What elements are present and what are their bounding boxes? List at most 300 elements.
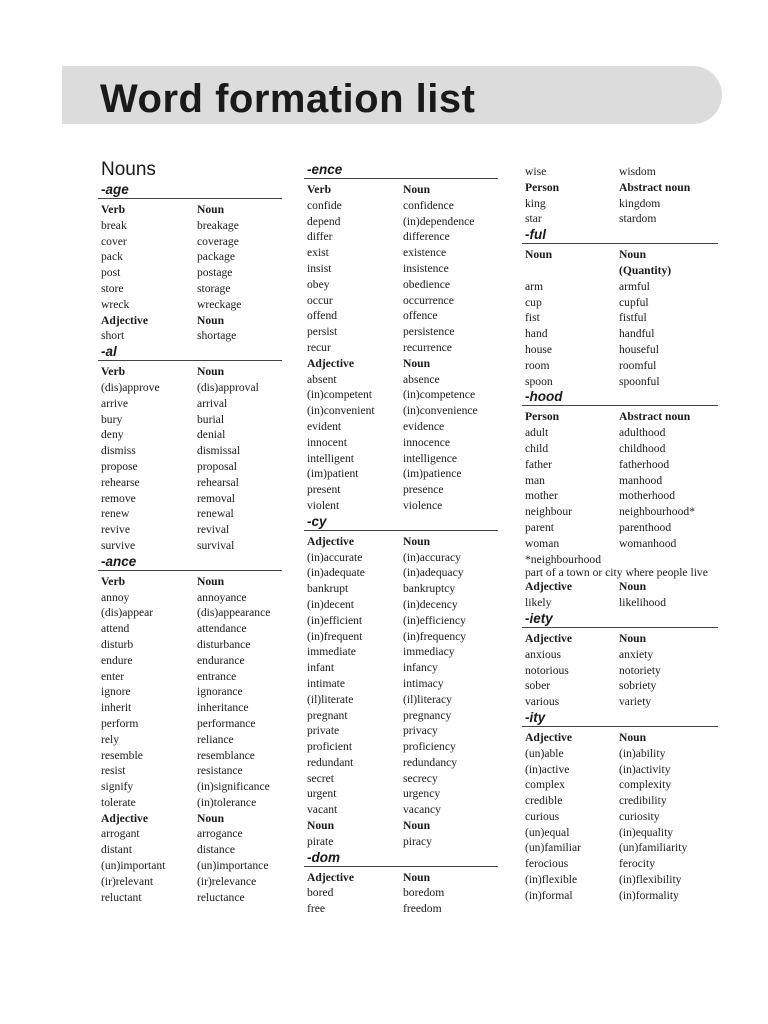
derived-noun: cupful: [619, 295, 649, 309]
derived-noun: presence: [403, 483, 444, 497]
base-word: (in)formal: [525, 888, 573, 902]
derived-noun: (in)ability: [619, 746, 666, 760]
word-table-row: [304, 708, 498, 724]
word-table-row: [98, 380, 282, 396]
word-table-row: [304, 644, 498, 660]
word-table-row: [304, 771, 498, 787]
base-word: various: [525, 695, 560, 709]
derived-noun: redundancy: [403, 755, 458, 769]
base-word: rehearse: [101, 475, 140, 489]
derived-noun: pregnancy: [403, 708, 452, 722]
word-table-row: [522, 196, 718, 212]
derived-noun: denial: [197, 428, 226, 442]
base-word: parent: [525, 520, 554, 534]
word-table-header-row: [522, 579, 718, 595]
base-word: part of a town or city where people live: [525, 566, 708, 580]
base-word: depend: [307, 214, 341, 228]
derived-noun: credibility: [619, 794, 667, 808]
derived-noun: (ir)relevance: [197, 874, 257, 888]
derived-noun: arrival: [197, 396, 228, 410]
word-table-row: [522, 536, 718, 552]
base-word: occur: [307, 293, 333, 307]
word-table-header-row: [304, 182, 498, 198]
derived-noun: Noun: [403, 819, 431, 833]
base-word: ferocious: [525, 857, 569, 871]
word-table-row: [98, 858, 282, 874]
word-table-header-row: [304, 356, 498, 372]
derived-noun: violence: [403, 498, 443, 512]
base-word: (un)familiar: [525, 841, 582, 855]
base-word: post: [101, 266, 121, 280]
base-word: vacant: [307, 803, 338, 817]
word-table-row: [98, 412, 282, 428]
word-table-row: [522, 762, 718, 778]
word-table-row: [98, 265, 282, 281]
base-word: Adjective: [307, 356, 354, 370]
word-table-row: [522, 374, 718, 390]
word-table-header-row: [98, 574, 282, 590]
derived-noun: difference: [403, 230, 450, 244]
word-table-row: [522, 872, 718, 888]
word-table-row: [304, 613, 498, 629]
word-table-row: [98, 328, 282, 344]
word-table-row: [304, 550, 498, 566]
derived-noun: (in)decency: [403, 597, 458, 611]
base-word: (in)flexible: [525, 873, 578, 887]
column-3: [522, 164, 718, 904]
base-word: Noun: [525, 248, 553, 262]
base-word: evident: [307, 419, 342, 433]
word-table-row: [522, 809, 718, 825]
base-word: offend: [307, 309, 338, 323]
derived-noun: package: [197, 250, 235, 264]
word-table-header-row: [98, 364, 282, 380]
base-word: spoon: [525, 374, 553, 388]
suffix-heading: -hood: [522, 389, 718, 406]
word-table-row: [304, 834, 498, 850]
base-word: Verb: [101, 365, 126, 379]
derived-noun: insistence: [403, 261, 449, 275]
derived-noun: recurrence: [403, 340, 452, 354]
word-table-row: [522, 504, 718, 520]
word-table-row: [98, 396, 282, 412]
word-table-row: [304, 885, 498, 901]
word-table-row: [522, 441, 718, 457]
derived-noun: immediacy: [403, 645, 455, 659]
derived-noun: (in)tolerance: [197, 795, 257, 809]
word-table-row: [98, 795, 282, 811]
derived-noun: Noun: [197, 574, 225, 588]
derived-noun: fatherhood: [619, 457, 670, 471]
base-word: Adjective: [101, 811, 148, 825]
word-table-header-row: [522, 263, 718, 279]
word-table-row: [522, 567, 718, 579]
base-word: immediate: [307, 645, 356, 659]
derived-noun: (Quantity): [619, 263, 672, 277]
derived-noun: revival: [197, 523, 230, 537]
word-table-row: [304, 466, 498, 482]
derived-noun: (in)equality: [619, 825, 674, 839]
derived-noun: sobriety: [619, 679, 657, 693]
derived-noun: anxiety: [619, 647, 654, 661]
base-word: father: [525, 457, 553, 471]
derived-noun: evidence: [403, 419, 445, 433]
derived-noun: obedience: [403, 277, 450, 291]
word-table-row: [522, 425, 718, 441]
base-word: child: [525, 441, 549, 455]
base-word: notorious: [525, 663, 569, 677]
suffix-section: [522, 389, 718, 611]
word-table-row: [304, 261, 498, 277]
derived-noun: armful: [619, 279, 650, 293]
word-table-row: [522, 358, 718, 374]
base-word: redundant: [307, 755, 354, 769]
base-word: urgent: [307, 787, 337, 801]
derived-noun: offence: [403, 309, 438, 323]
word-table-row: [522, 694, 718, 710]
derived-noun: burial: [197, 412, 225, 426]
base-word: (un)equal: [525, 825, 570, 839]
derived-noun: performance: [197, 716, 256, 730]
base-word: deny: [101, 428, 124, 442]
derived-noun: stardom: [619, 212, 657, 226]
word-table-row: [522, 595, 718, 611]
word-table-row: [98, 281, 282, 297]
base-word: Verb: [101, 574, 126, 588]
derived-noun: Noun: [403, 183, 431, 196]
base-word: tolerate: [101, 795, 136, 809]
derived-noun: endurance: [197, 653, 245, 667]
suffix-heading: -ence: [304, 162, 498, 179]
derived-noun: dismissal: [197, 444, 241, 458]
base-word: mother: [525, 489, 558, 503]
word-table-header-row: [522, 631, 718, 647]
base-word: pregnant: [307, 708, 348, 722]
word-table-row: [304, 597, 498, 613]
word-table-header-row: [304, 870, 498, 886]
base-word: secret: [307, 771, 335, 785]
word-table-row: [304, 723, 498, 739]
page-title: Word formation list: [100, 77, 476, 121]
base-word: fist: [525, 311, 540, 325]
suffix-section: [304, 162, 498, 514]
base-word: pirate: [307, 834, 334, 848]
derived-noun: Noun: [403, 356, 431, 370]
derived-noun: Abstract noun: [619, 180, 691, 194]
word-table-row: [522, 888, 718, 904]
suffix-section: [522, 611, 718, 710]
suffix-heading: -al: [98, 344, 282, 361]
word-table-row: [522, 473, 718, 489]
base-word: innocent: [307, 435, 347, 449]
derived-noun: womanhood: [619, 536, 677, 550]
word-table-row: [304, 739, 498, 755]
base-word: survive: [101, 538, 136, 552]
base-word: annoy: [101, 590, 130, 604]
word-table-row: [98, 459, 282, 475]
base-word: (ir)relevant: [101, 874, 154, 888]
derived-noun: vacancy: [403, 803, 441, 817]
word-table-row: [304, 403, 498, 419]
word-table-header-row: [522, 180, 718, 196]
derived-noun: existence: [403, 246, 447, 260]
derived-noun: (in)significance: [197, 780, 270, 794]
base-word: resemble: [101, 748, 143, 762]
word-table-row: [522, 552, 718, 568]
base-word: intelligent: [307, 451, 355, 465]
derived-noun: complexity: [619, 778, 672, 792]
derived-noun: spoonful: [619, 374, 660, 388]
word-table-row: [522, 164, 718, 180]
base-word: (in)convenient: [307, 404, 375, 418]
word-table-row: [522, 520, 718, 536]
word-table-row: [304, 214, 498, 230]
word-table-row: [98, 590, 282, 606]
word-table-row: [522, 279, 718, 295]
word-table-row: [522, 488, 718, 504]
word-table-row: [304, 340, 498, 356]
word-table-row: [522, 840, 718, 856]
base-word: infant: [307, 661, 335, 675]
derived-noun: (in)frequency: [403, 629, 467, 643]
derived-noun: (in)adequacy: [403, 566, 464, 580]
derived-noun: storage: [197, 281, 231, 295]
derived-noun: innocence: [403, 435, 450, 449]
derived-noun: persistence: [403, 325, 455, 339]
word-table-row: [522, 211, 718, 227]
base-word: curious: [525, 809, 560, 823]
derived-noun: ignorance: [197, 685, 243, 699]
base-word: (in)frequent: [307, 629, 363, 643]
derived-noun: ferocity: [619, 857, 656, 871]
base-word: revive: [101, 523, 130, 537]
derived-noun: bankruptcy: [403, 582, 456, 596]
base-word: Adjective: [525, 631, 572, 645]
base-word: Adjective: [307, 870, 354, 884]
base-word: anxious: [525, 647, 562, 661]
base-word: bored: [307, 886, 334, 900]
derived-noun: Noun: [403, 534, 431, 548]
base-word: (un)able: [525, 746, 564, 760]
base-word: sober: [525, 679, 551, 693]
suffix-section: [98, 554, 282, 906]
suffix-section: [522, 710, 718, 904]
derived-noun: neighbourhood*: [619, 505, 695, 519]
derived-noun: (dis)appearance: [197, 606, 271, 620]
word-table-row: [304, 498, 498, 514]
word-table-row: [304, 435, 498, 451]
derived-noun: Noun: [197, 365, 225, 379]
derived-noun: (un)familiarity: [619, 841, 688, 855]
derived-noun: Noun: [619, 730, 647, 744]
base-word: Person: [525, 410, 560, 424]
base-word: attend: [101, 622, 130, 636]
word-table-row: [98, 748, 282, 764]
base-word: recur: [307, 340, 331, 354]
base-word: *neighbourhood: [525, 552, 601, 566]
suffix-heading: -age: [98, 182, 282, 199]
derived-noun: intimacy: [403, 676, 444, 690]
base-word: (in)competent: [307, 388, 373, 402]
derived-noun: (in)dependence: [403, 214, 475, 228]
base-word: present: [307, 483, 341, 497]
base-word: arrogant: [101, 827, 140, 841]
word-table-row: [98, 779, 282, 795]
word-table-row: [522, 457, 718, 473]
derived-noun: shortage: [197, 329, 237, 343]
base-word: woman: [525, 536, 560, 550]
word-table-row: [304, 802, 498, 818]
word-table-row: [304, 755, 498, 771]
word-table-row: [304, 482, 498, 498]
base-word: inherit: [101, 701, 132, 715]
word-table-row: [98, 475, 282, 491]
derived-noun: wreckage: [197, 297, 242, 311]
word-table-row: [98, 249, 282, 265]
base-word: (dis)appear: [101, 606, 154, 620]
word-table-row: [522, 342, 718, 358]
base-word: renew: [101, 507, 130, 521]
base-word: adult: [525, 426, 549, 440]
base-word: (im)patient: [307, 467, 359, 481]
derived-noun: (in)flexibility: [619, 873, 682, 887]
column-heading: Nouns: [101, 159, 156, 180]
base-word: Adjective: [525, 730, 572, 744]
base-word: intimate: [307, 676, 345, 690]
suffix-section: [522, 227, 718, 389]
derived-noun: removal: [197, 491, 235, 505]
derived-noun: resistance: [197, 764, 243, 778]
word-table-row: [304, 901, 498, 917]
base-word: Adjective: [101, 313, 148, 327]
base-word: free: [307, 902, 326, 916]
derived-noun: disturbance: [197, 637, 251, 651]
suffix-heading: -ful: [522, 227, 718, 244]
derived-noun: curiosity: [619, 809, 660, 823]
derived-noun: kingdom: [619, 196, 661, 210]
base-word: credible: [525, 794, 563, 808]
base-word: exist: [307, 246, 329, 260]
word-table-row: [98, 669, 282, 685]
derived-noun: Noun: [197, 313, 225, 327]
derived-noun: (in)formality: [619, 888, 679, 902]
base-word: reluctant: [101, 890, 142, 904]
derived-noun: (im)patience: [403, 467, 462, 481]
base-word: pack: [101, 250, 123, 264]
derived-noun: roomful: [619, 358, 657, 372]
base-word: [522, 263, 619, 279]
base-word: Adjective: [307, 534, 354, 548]
word-table-row: [522, 793, 718, 809]
base-word: Person: [525, 180, 560, 194]
derived-noun: fistful: [619, 311, 647, 325]
word-table-row: [304, 660, 498, 676]
derived-noun: (in)accuracy: [403, 550, 461, 564]
base-word: star: [525, 212, 542, 226]
word-table-row: [304, 581, 498, 597]
word-table-row: [98, 842, 282, 858]
suffix-heading: -ance: [98, 554, 282, 571]
derived-noun: arrogance: [197, 827, 243, 841]
base-word: arrive: [101, 396, 129, 410]
base-word: dismiss: [101, 444, 136, 458]
word-table-row: [98, 826, 282, 842]
derived-noun: Noun: [619, 580, 647, 594]
derived-noun: handful: [619, 327, 655, 341]
derived-noun: reliance: [197, 732, 234, 746]
base-word: short: [101, 329, 125, 343]
word-table-row: [522, 678, 718, 694]
base-word: insist: [307, 261, 332, 275]
word-table-row: [522, 295, 718, 311]
word-table-row: [98, 621, 282, 637]
derived-noun: Noun: [197, 203, 225, 216]
derived-noun: Noun: [619, 631, 647, 645]
base-word: likely: [525, 596, 552, 610]
derived-noun: urgency: [403, 787, 441, 801]
word-table-row: [304, 692, 498, 708]
suffix-section: [522, 164, 718, 227]
derived-noun: Noun: [403, 870, 431, 884]
word-table-header-row: [522, 247, 718, 263]
derived-noun: adulthood: [619, 426, 666, 440]
word-table-row: [304, 324, 498, 340]
word-table-row: [304, 198, 498, 214]
base-word: (in)active: [525, 762, 570, 776]
derived-noun: (in)activity: [619, 762, 671, 776]
derived-noun: secrecy: [403, 771, 438, 785]
word-table-row: [98, 890, 282, 906]
base-word: distant: [101, 843, 132, 857]
suffix-section: [98, 344, 282, 554]
base-word: resist: [101, 764, 126, 778]
base-word: ignore: [101, 685, 131, 699]
derived-noun: infancy: [403, 661, 438, 675]
base-word: signify: [101, 780, 134, 794]
derived-noun: boredom: [403, 886, 445, 900]
derived-noun: proficiency: [403, 740, 456, 754]
derived-noun: entrance: [197, 669, 237, 683]
base-word: house: [525, 342, 553, 356]
word-table-row: [98, 716, 282, 732]
word-table-header-row: [522, 730, 718, 746]
base-word: proficient: [307, 740, 353, 754]
derived-noun: postage: [197, 266, 233, 280]
word-table-row: [522, 825, 718, 841]
derived-noun: variety: [619, 695, 652, 709]
word-table-row: [304, 277, 498, 293]
base-word: (il)literate: [307, 692, 354, 706]
derived-noun: parenthood: [619, 520, 672, 534]
word-table-row: [304, 293, 498, 309]
word-table-row: [98, 538, 282, 554]
derived-noun: distance: [197, 843, 235, 857]
base-word: (dis)approve: [101, 380, 160, 394]
derived-noun: absence: [403, 372, 440, 386]
word-table-row: [304, 629, 498, 645]
word-table-row: [98, 684, 282, 700]
word-table-row: [98, 605, 282, 621]
derived-noun: (in)convenience: [403, 404, 478, 418]
base-word: private: [307, 724, 340, 738]
word-table-row: [522, 856, 718, 872]
base-word: persist: [307, 325, 338, 339]
derived-noun: privacy: [403, 724, 438, 738]
derived-noun: coverage: [197, 234, 239, 248]
base-word: (in)accurate: [307, 550, 363, 564]
base-word: Verb: [101, 203, 126, 216]
suffix-heading: -cy: [304, 514, 498, 531]
